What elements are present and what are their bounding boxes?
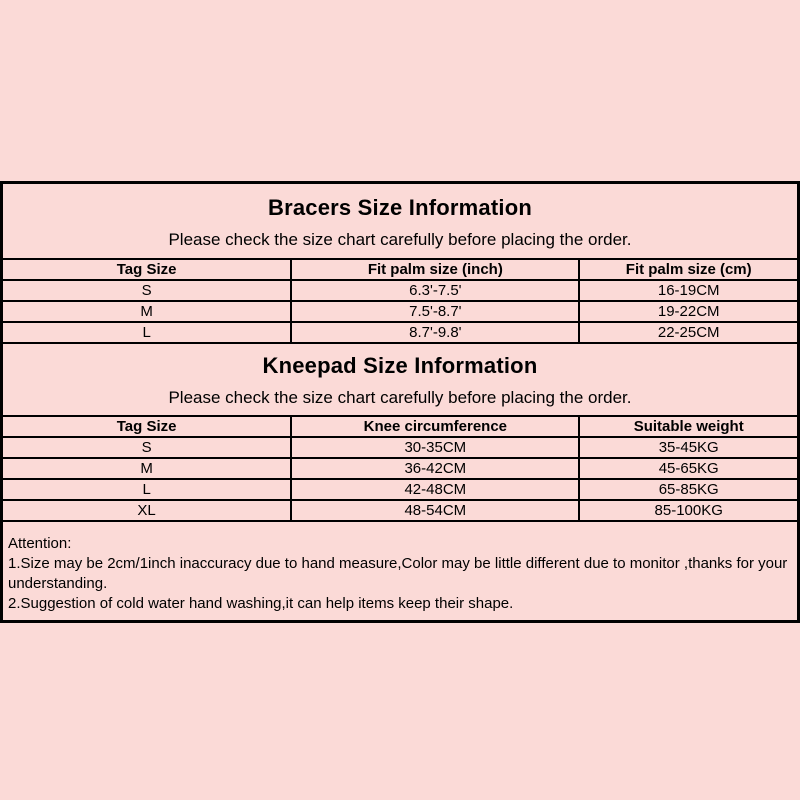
table-cell: 7.5'-8.7' — [291, 301, 579, 322]
bracers-table-body — [3, 280, 797, 343]
table-cell: 8.7'-9.8' — [291, 322, 579, 343]
table-cell: L — [3, 479, 291, 500]
bracers-title-block — [3, 184, 797, 258]
header-cell-tag-size: Tag Size — [3, 416, 291, 437]
kneepad-table — [3, 415, 797, 522]
header-cell-fit-palm-inch: Fit palm size (inch) — [291, 259, 579, 280]
attention-note-2: 2.Suggestion of cold water hand washing,it can help items keep their shape. — [8, 595, 514, 612]
bracers-table — [3, 258, 797, 344]
table-row — [3, 458, 797, 479]
header-cell-suitable-weight: Suitable weight — [579, 416, 797, 437]
table-row — [3, 280, 797, 301]
table-row — [3, 322, 797, 343]
attention-note-1: 1.Size may be 2cm/1inch inaccuracy due to hand measure,Color may be little different due to monitor ,thanks for your understanding. — [8, 555, 788, 592]
attention-label: Attention: — [8, 535, 72, 552]
table-cell: S — [3, 437, 291, 458]
kneepad-table-body — [3, 437, 797, 521]
header-cell-knee-circumference: Knee circumference — [291, 416, 579, 437]
table-row — [3, 301, 797, 322]
kneepad-subtitle: Please check the size chart carefully before placing the order. — [168, 388, 632, 407]
table-header-row — [3, 416, 797, 437]
kneepad-title-block — [3, 344, 797, 415]
table-cell: 45-65KG — [579, 458, 797, 479]
table-cell: M — [3, 458, 291, 479]
table-cell: 6.3'-7.5' — [291, 280, 579, 301]
table-cell: M — [3, 301, 291, 322]
kneepad-section — [3, 344, 797, 522]
bracers-subtitle: Please check the size chart carefully before placing the order. — [168, 230, 632, 249]
table-cell: 35-45KG — [579, 437, 797, 458]
bracers-table-header — [3, 259, 797, 280]
kneepad-table-header — [3, 416, 797, 437]
table-row — [3, 437, 797, 458]
attention-section — [3, 522, 797, 620]
table-cell: L — [3, 322, 291, 343]
table-cell: 16-19CM — [579, 280, 797, 301]
header-cell-fit-palm-cm: Fit palm size (cm) — [579, 259, 797, 280]
table-cell: 85-100KG — [579, 500, 797, 521]
kneepad-title: Kneepad Size Information — [262, 353, 538, 378]
table-header-row — [3, 259, 797, 280]
table-cell: S — [3, 280, 291, 301]
table-cell: 48-54CM — [291, 500, 579, 521]
table-cell: 19-22CM — [579, 301, 797, 322]
table-cell: 36-42CM — [291, 458, 579, 479]
table-cell: 42-48CM — [291, 479, 579, 500]
table-row — [3, 479, 797, 500]
table-cell: 65-85KG — [579, 479, 797, 500]
table-cell: XL — [3, 500, 291, 521]
table-cell: 22-25CM — [579, 322, 797, 343]
bracers-section — [3, 184, 797, 344]
bracers-title: Bracers Size Information — [268, 195, 532, 220]
table-row — [3, 500, 797, 521]
table-cell: 30-35CM — [291, 437, 579, 458]
header-cell-tag-size: Tag Size — [3, 259, 291, 280]
size-chart-sheet — [0, 181, 800, 623]
